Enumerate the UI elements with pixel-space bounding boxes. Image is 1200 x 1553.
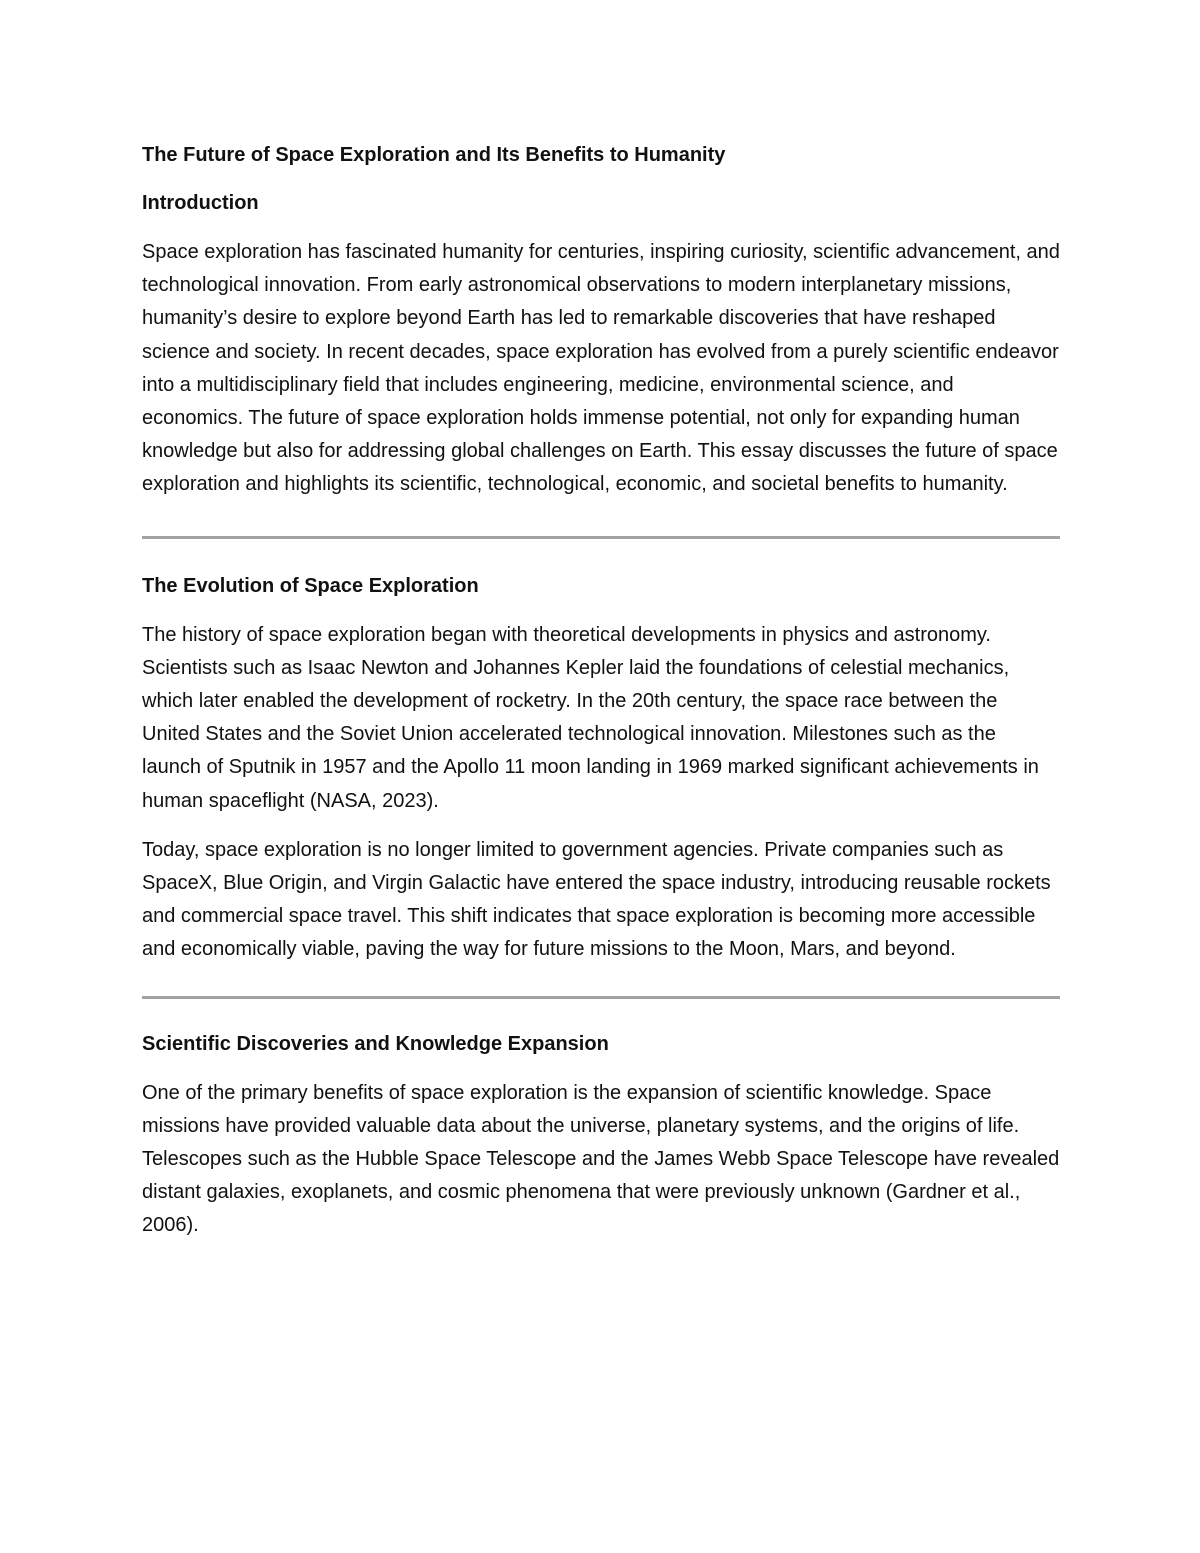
section-heading: Scientific Discoveries and Knowledge Expansion <box>142 1032 609 1055</box>
section-heading: Introduction <box>142 192 259 214</box>
document-page <box>142 140 1060 1259</box>
section-divider <box>142 536 1060 539</box>
paragraph: The history of space exploration began with theoretical developments in physics and astronomy. Scientists such as Isaac Newton and Johannes Kepler laid the foundations of celestial mechanics, which later enabled the development of rocketry. In the 20th century, the space race between the United States and the Soviet Union accelerated technological innovation. Milestones such as the launch of Sputnik in 1957 and the Apollo 11 moon landing in 1969 marked significant achievements in human spaceflight (NASA, 2023). <box>142 623 1039 812</box>
section-divider <box>142 996 1060 999</box>
section-introduction <box>142 188 1060 502</box>
paragraph: Today, space exploration is no longer limited to government agencies. Private companies such as SpaceX, Blue Origin, and Virgin Galactic have entered the space industry, introducing reusable rockets and commercial space travel. This shift indicates that space exploration is becoming more accessible and economically viable, paving the way for future missions to the Moon, Mars, and beyond. <box>142 838 1051 961</box>
section-scientific-discoveries <box>142 1029 1060 1243</box>
paragraph: One of the primary benefits of space exploration is the expansion of scientific knowledge. Space missions have provided valuable data about the universe, planetary systems, and the origins of life. Telescopes such as the Hubble Space Telescope and the James Webb Space Telescope have revealed distant galaxies, exoplanets, and cosmic phenomena that were previously unknown (Gardner et al., 2006). <box>142 1081 1060 1237</box>
paragraph: Space exploration has fascinated humanity for centuries, inspiring curiosity, scientific advancement, and technological innovation. From early astronomical observations to modern interplanetary missions, humanity’s desire to explore beyond Earth has led to remarkable discoveries that have reshaped science and society. In recent decades, space exploration has evolved from a purely scientific endeavor into a multidisciplinary field that includes engineering, medicine, environmental science, and economics. The future of space exploration holds immense potential, not only for expanding human knowledge but also for addressing global challenges on Earth. This essay discusses the future of space exploration and highlights its scientific, technological, economic, and societal benefits to humanity. <box>142 241 1060 496</box>
section-evolution <box>142 571 1060 967</box>
section-heading: The Evolution of Space Exploration <box>142 574 479 597</box>
document-title: The Future of Space Exploration and Its Benefits to Humanity <box>142 144 726 166</box>
